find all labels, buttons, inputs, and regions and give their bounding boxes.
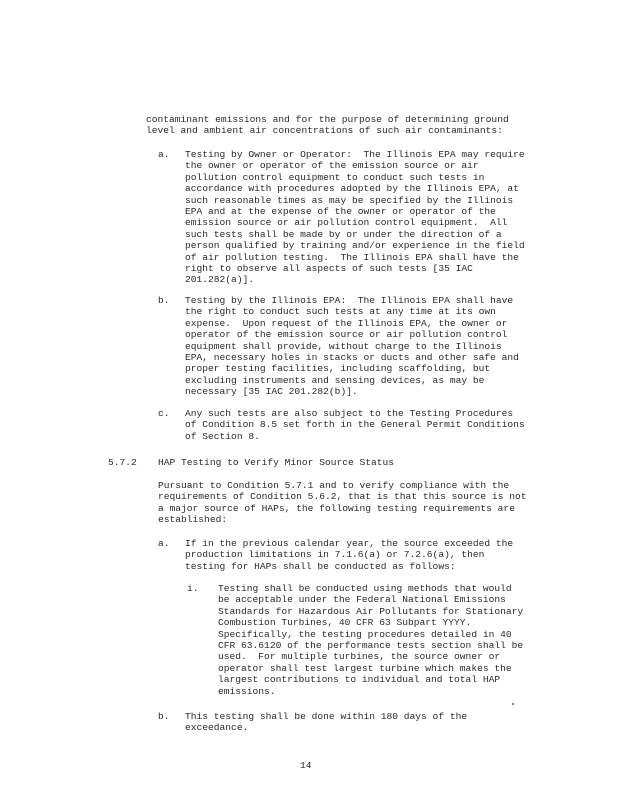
text-line: production limitations in 7.1.6(a) or 7.2.6(a), then xyxy=(185,549,485,561)
text-line: necessary [35 IAC 201.282(b)]. xyxy=(185,386,358,398)
text-line: the right to conduct such tests at any time at its own xyxy=(185,306,496,318)
item-b-text xyxy=(185,295,519,398)
text-line: emission source or air pollution control equipment. All xyxy=(185,217,508,229)
section-number: 5.7.2 xyxy=(108,457,137,468)
text-line: testing for HAPs shall be conducted as follows: xyxy=(185,560,456,572)
text-line: accordance with procedures adopted by the Illinois EPA, at xyxy=(185,183,519,195)
text-line: operator of the emission source or air pollution control xyxy=(185,329,508,341)
text-line: of air pollution testing. The Illinois EPA shall have the xyxy=(185,251,519,263)
text-line: Any such tests are also subject to the Testing Procedures xyxy=(185,408,514,419)
text-line: person qualified by training and/or experience in the field xyxy=(185,240,525,252)
text-line: Standards for Hazardous Air Pollutants for Stationary xyxy=(218,605,524,617)
text-line: Testing by Owner or Operator: The Illinois EPA may require xyxy=(185,149,525,160)
sub-b-text xyxy=(185,711,467,734)
text-line: of Condition 8.5 set forth in the General Permit Conditions xyxy=(185,419,525,431)
text-line: This testing shall be done within 180 days of the xyxy=(185,711,468,722)
text-line: Testing by the Illinois EPA: The Illinois EPA shall have xyxy=(185,295,514,306)
text-line: such reasonable times as may be specified by the Illinois xyxy=(185,194,514,206)
sub-a-i-label: i. xyxy=(187,583,199,594)
item-c-text xyxy=(185,408,525,442)
item-a-text xyxy=(185,149,525,286)
sub-b-label: b. xyxy=(158,711,170,722)
section-paragraph xyxy=(158,480,526,526)
sub-a-label: a. xyxy=(158,538,170,549)
text-line: exceedance. xyxy=(185,722,249,734)
text-line: excluding instruments and sensing devices, as may be xyxy=(185,374,485,386)
text-line: Specifically, the testing procedures detailed in 40 xyxy=(218,628,512,640)
text-line: emissions. xyxy=(218,685,276,697)
text-line: expense. Upon request of the Illinois EPA, the owner or xyxy=(185,317,508,329)
text-line: pollution control equipment to conduct such tests in xyxy=(185,171,485,183)
text-line: largest contributions to individual and total HAP xyxy=(218,674,501,686)
text-line: right to observe all aspects of such tests [35 IAC xyxy=(185,263,473,275)
item-a-label: a. xyxy=(158,149,170,160)
page-number: 14 xyxy=(300,760,312,771)
text-line: established: xyxy=(158,514,228,526)
intro-paragraph xyxy=(146,114,509,137)
text-line: Combustion Turbines, 40 CFR 63 Subpart YYYY. xyxy=(218,617,472,629)
text-line: 201.282(a)]. xyxy=(185,274,255,286)
text-line: If in the previous calendar year, the source exceeded the xyxy=(185,538,514,549)
text-line: a major source of HAPs, the following testing requirements are xyxy=(158,502,515,514)
section-title: HAP Testing to Verify Minor Source Status xyxy=(158,457,395,468)
text-line: Testing shall be conducted using methods that would xyxy=(218,583,512,594)
scan-speck xyxy=(512,703,514,705)
item-b-label: b. xyxy=(158,295,170,306)
text-line: used. For multiple turbines, the source owner or xyxy=(218,651,501,663)
text-line: proper testing facilities, including scaffolding, but xyxy=(185,363,491,375)
text-line: of Section 8. xyxy=(185,430,260,442)
sub-a-i-text xyxy=(218,583,523,697)
text-line: operator shall test largest turbine which makes the xyxy=(218,662,512,674)
text-line: requirements of Condition 5.6.2, that is that this source is not xyxy=(158,491,527,503)
text-line: level and ambient air concentrations of such air contaminants: xyxy=(146,125,503,137)
text-line: Pursuant to Condition 5.7.1 and to verify compliance with the xyxy=(158,480,510,491)
item-c-label: c. xyxy=(158,408,170,419)
text-line: contaminant emissions and for the purpose of determining ground xyxy=(146,114,509,125)
text-line: EPA, necessary holes in stacks or ducts and other safe and xyxy=(185,352,519,364)
text-line: such tests shall be made by or under the direction of a xyxy=(185,228,502,240)
text-line: EPA and at the expense of the owner or operator of the xyxy=(185,206,496,218)
text-line: the owner or operator of the emission source or air xyxy=(185,160,479,172)
text-line: equipment shall provide, without charge to the Illinois xyxy=(185,340,502,352)
sub-a-text xyxy=(185,538,513,572)
text-line: be acceptable under the Federal National Emissions xyxy=(218,594,506,606)
text-line: CFR 63.6120 of the performance tests section shall be xyxy=(218,640,524,652)
